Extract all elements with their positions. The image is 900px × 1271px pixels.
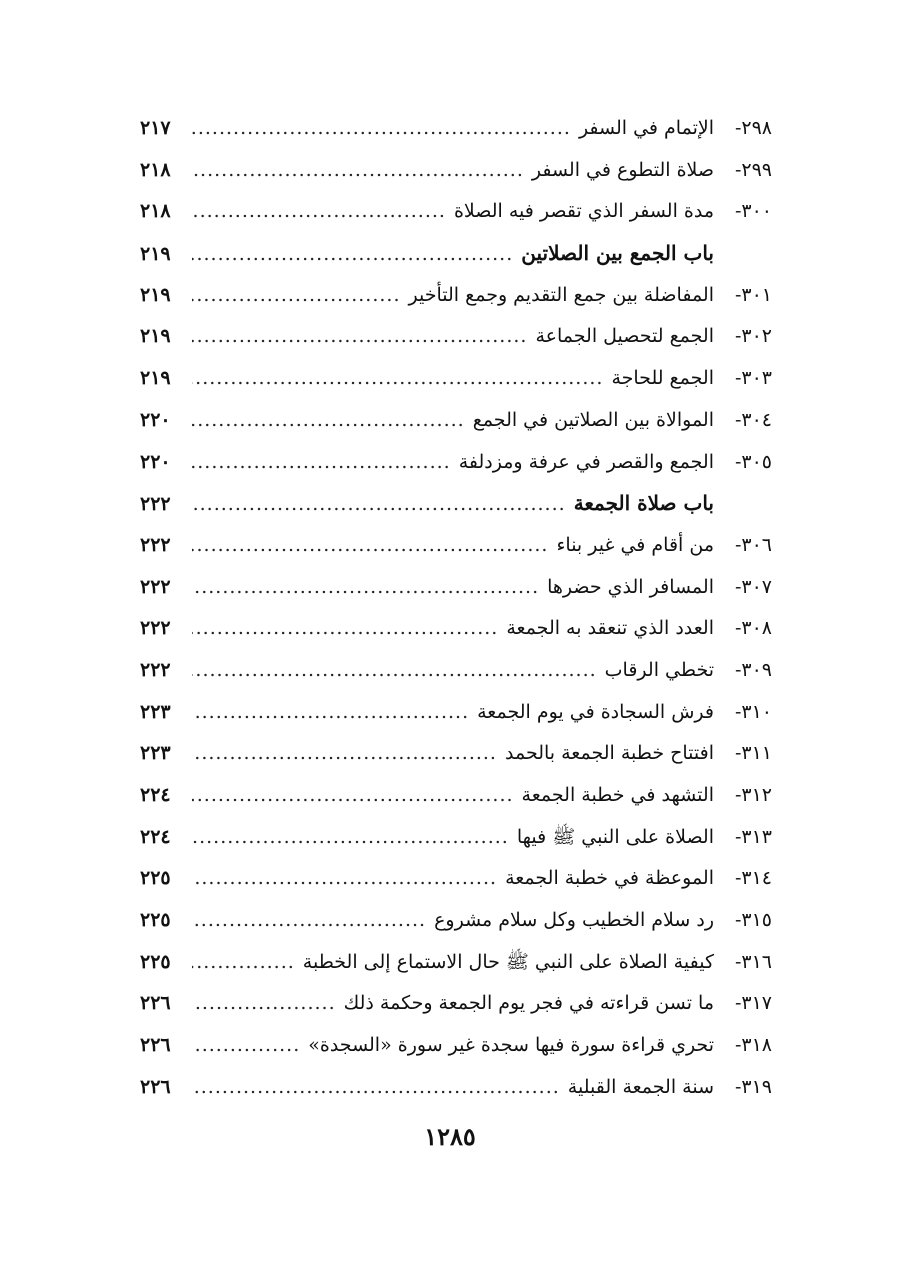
toc-entry-title: الموالاة بين الصلاتين في الجمع bbox=[472, 408, 714, 431]
toc-entry-page: ٢٢٣ bbox=[140, 700, 171, 723]
toc-entry-title: الجمع لتحصيل الجماعة bbox=[535, 325, 714, 348]
toc-entry-title: باب الجمع بين الصلاتين bbox=[521, 241, 714, 266]
toc-entry-title: الإتمام في السفر bbox=[578, 117, 714, 139]
toc-entry-title: الجمع والقصر في عرفة ومزدلفة bbox=[458, 450, 714, 473]
toc-entry bbox=[140, 191, 772, 233]
toc-entry-title: الجمع للحاجة bbox=[611, 367, 714, 390]
toc-entry-page: ٢٢٢ bbox=[140, 658, 171, 681]
toc-entry-page: ٢١٩ bbox=[140, 243, 171, 266]
toc-entry-title: من أقام في غير بناء bbox=[556, 533, 714, 556]
toc-entry-page: ٢٢٥ bbox=[140, 867, 171, 890]
toc-entry bbox=[140, 316, 772, 358]
toc-entry bbox=[140, 1067, 772, 1109]
toc-entry-number: ٣١٦- bbox=[734, 950, 772, 973]
toc-entry bbox=[140, 775, 772, 817]
toc-entry-page: ٢٢٣ bbox=[140, 742, 171, 765]
toc-entry-page: ٢٢٦ bbox=[140, 1075, 171, 1098]
dot-leader bbox=[192, 525, 548, 567]
dot-leader bbox=[192, 650, 597, 692]
dot-leader bbox=[192, 733, 497, 775]
dot-leader bbox=[192, 191, 446, 233]
toc-entry bbox=[140, 1025, 772, 1067]
dot-leader bbox=[192, 900, 426, 942]
page-number: ١٢٨٥ bbox=[424, 1122, 476, 1151]
toc-entry-title: افتتاح خطبة الجمعة بالحمد bbox=[504, 742, 714, 765]
toc-entry-number: ٣٠٢- bbox=[734, 325, 772, 348]
toc-entry-title: تخطي الرقاب bbox=[604, 658, 714, 681]
toc-entry-title: فرش السجادة في يوم الجمعة bbox=[477, 700, 714, 723]
toc-entry bbox=[140, 275, 772, 317]
toc-entry-number: ٣١٤- bbox=[734, 867, 772, 890]
toc-entry bbox=[140, 942, 772, 984]
dot-leader bbox=[192, 775, 514, 817]
toc-entry-number: ٣١٥- bbox=[734, 909, 772, 932]
toc-entry-number: ٣١٧- bbox=[734, 992, 772, 1015]
toc-entry bbox=[140, 400, 772, 442]
dot-leader bbox=[192, 942, 295, 984]
toc-entry-number: ٣١٣- bbox=[734, 825, 772, 848]
toc-section-heading bbox=[140, 233, 772, 275]
toc-entry bbox=[140, 858, 772, 900]
dot-leader bbox=[192, 1067, 560, 1109]
toc-entry bbox=[140, 358, 772, 400]
toc-entry-number: ٣٠١- bbox=[734, 283, 772, 306]
toc-entry-number: ٣١٩- bbox=[734, 1075, 772, 1098]
toc-entry-number: ٣٠٧- bbox=[734, 575, 772, 598]
toc-entry-title: العدد الذي تنعقد به الجمعة bbox=[506, 617, 714, 640]
toc-entry-number: ٣٠٠- bbox=[734, 200, 772, 223]
toc-entry-number: ٣١٠- bbox=[734, 700, 772, 723]
toc-entry bbox=[140, 692, 772, 734]
toc-entry-number: ٣١٨- bbox=[734, 1034, 772, 1057]
toc-entry-page: ٢٢٥ bbox=[140, 950, 171, 973]
toc-entry-page: ٢٢٤ bbox=[140, 825, 171, 848]
toc-entry bbox=[140, 650, 772, 692]
toc-entry bbox=[140, 733, 772, 775]
toc-entry-page: ٢٢٢ bbox=[140, 575, 171, 598]
toc-entry-title: الصلاة على النبي ﷺ فيها bbox=[516, 825, 714, 848]
toc-entry-title: التشهد في خطبة الجمعة bbox=[521, 784, 714, 806]
toc-entry-title: رد سلام الخطيب وكل سلام مشروع bbox=[434, 909, 714, 932]
toc-entry-page: ٢١٨ bbox=[140, 158, 171, 181]
toc-entry-page: ٢١٩ bbox=[140, 283, 171, 306]
toc-section-heading bbox=[140, 483, 772, 525]
toc-entry-page: ٢١٧ bbox=[140, 117, 171, 139]
dot-leader bbox=[192, 858, 497, 900]
dot-leader bbox=[192, 567, 539, 609]
toc-entry bbox=[140, 442, 772, 484]
toc-entry-page: ٢٢٢ bbox=[140, 493, 171, 516]
dot-leader bbox=[192, 983, 336, 1025]
table-of-contents bbox=[140, 108, 772, 1109]
toc-entry-page: ٢٢٥ bbox=[140, 909, 171, 932]
toc-entry-page: ٢٢٦ bbox=[140, 992, 171, 1015]
dot-leader bbox=[192, 1025, 300, 1067]
toc-entry-page: ٢٢٤ bbox=[140, 784, 171, 806]
toc-entry bbox=[140, 900, 772, 942]
toc-entry-page: ٢٢٢ bbox=[140, 533, 171, 556]
toc-entry-title: تحري قراءة سورة فيها سجدة غير سورة «السجدة» bbox=[308, 1034, 714, 1057]
toc-entry-number: ٣٠٦- bbox=[734, 533, 772, 556]
toc-entry bbox=[140, 108, 772, 150]
toc-entry-title: ما تسن قراءته في فجر يوم الجمعة وحكمة ذلك bbox=[343, 992, 714, 1015]
toc-entry-title: المسافر الذي حضرها bbox=[547, 575, 714, 598]
dot-leader bbox=[192, 275, 401, 317]
toc-entry-page: ٢١٨ bbox=[140, 200, 171, 223]
toc-entry-number: ٣٠٥- bbox=[734, 450, 772, 473]
toc-entry-title: صلاة التطوع في السفر bbox=[531, 158, 714, 181]
toc-entry-number: ٢٩٨- bbox=[734, 117, 772, 139]
toc-entry-page: ٢١٩ bbox=[140, 367, 171, 390]
toc-entry bbox=[140, 608, 772, 650]
toc-entry-title: مدة السفر الذي تقصر فيه الصلاة bbox=[453, 200, 714, 223]
toc-entry-page: ٢٢٢ bbox=[140, 617, 171, 640]
dot-leader bbox=[192, 234, 513, 276]
toc-entry bbox=[140, 567, 772, 609]
dot-leader bbox=[192, 817, 509, 859]
toc-entry-title: سنة الجمعة القبلية bbox=[567, 1075, 714, 1098]
toc-entry-number: ٣١٢- bbox=[734, 784, 772, 806]
toc-entry-page: ٢٢٠ bbox=[140, 450, 171, 473]
toc-entry-title: المفاضلة بين جمع التقديم وجمع التأخير bbox=[408, 283, 714, 306]
dot-leader bbox=[192, 608, 498, 650]
toc-entry bbox=[140, 817, 772, 859]
toc-entry-title: باب صلاة الجمعة bbox=[573, 491, 714, 516]
toc-entry bbox=[140, 150, 772, 192]
toc-entry bbox=[140, 983, 772, 1025]
dot-leader bbox=[192, 692, 469, 734]
toc-entry-number: ٢٩٩- bbox=[734, 158, 772, 181]
dot-leader bbox=[192, 442, 451, 484]
toc-entry-page: ٢١٩ bbox=[140, 325, 171, 348]
toc-entry-number: ٣٠٤- bbox=[734, 408, 772, 431]
toc-entry bbox=[140, 525, 772, 567]
dot-leader bbox=[192, 316, 527, 358]
toc-entry-page: ٢٢٦ bbox=[140, 1034, 171, 1057]
dot-leader bbox=[192, 108, 571, 150]
dot-leader bbox=[192, 484, 566, 526]
dot-leader bbox=[192, 150, 524, 192]
dot-leader bbox=[192, 358, 603, 400]
toc-entry-number: ٣٠٨- bbox=[734, 617, 772, 640]
toc-entry-title: كيفية الصلاة على النبي ﷺ حال الاستماع إلى الخطبة bbox=[302, 950, 714, 973]
toc-entry-number: ٣٠٣- bbox=[734, 367, 772, 390]
toc-entry-title: الموعظة في خطبة الجمعة bbox=[505, 867, 714, 890]
toc-entry-number: ٣١١- bbox=[734, 742, 772, 765]
dot-leader bbox=[192, 400, 465, 442]
toc-entry-page: ٢٢٠ bbox=[140, 408, 171, 431]
toc-entry-number: ٣٠٩- bbox=[734, 658, 772, 681]
